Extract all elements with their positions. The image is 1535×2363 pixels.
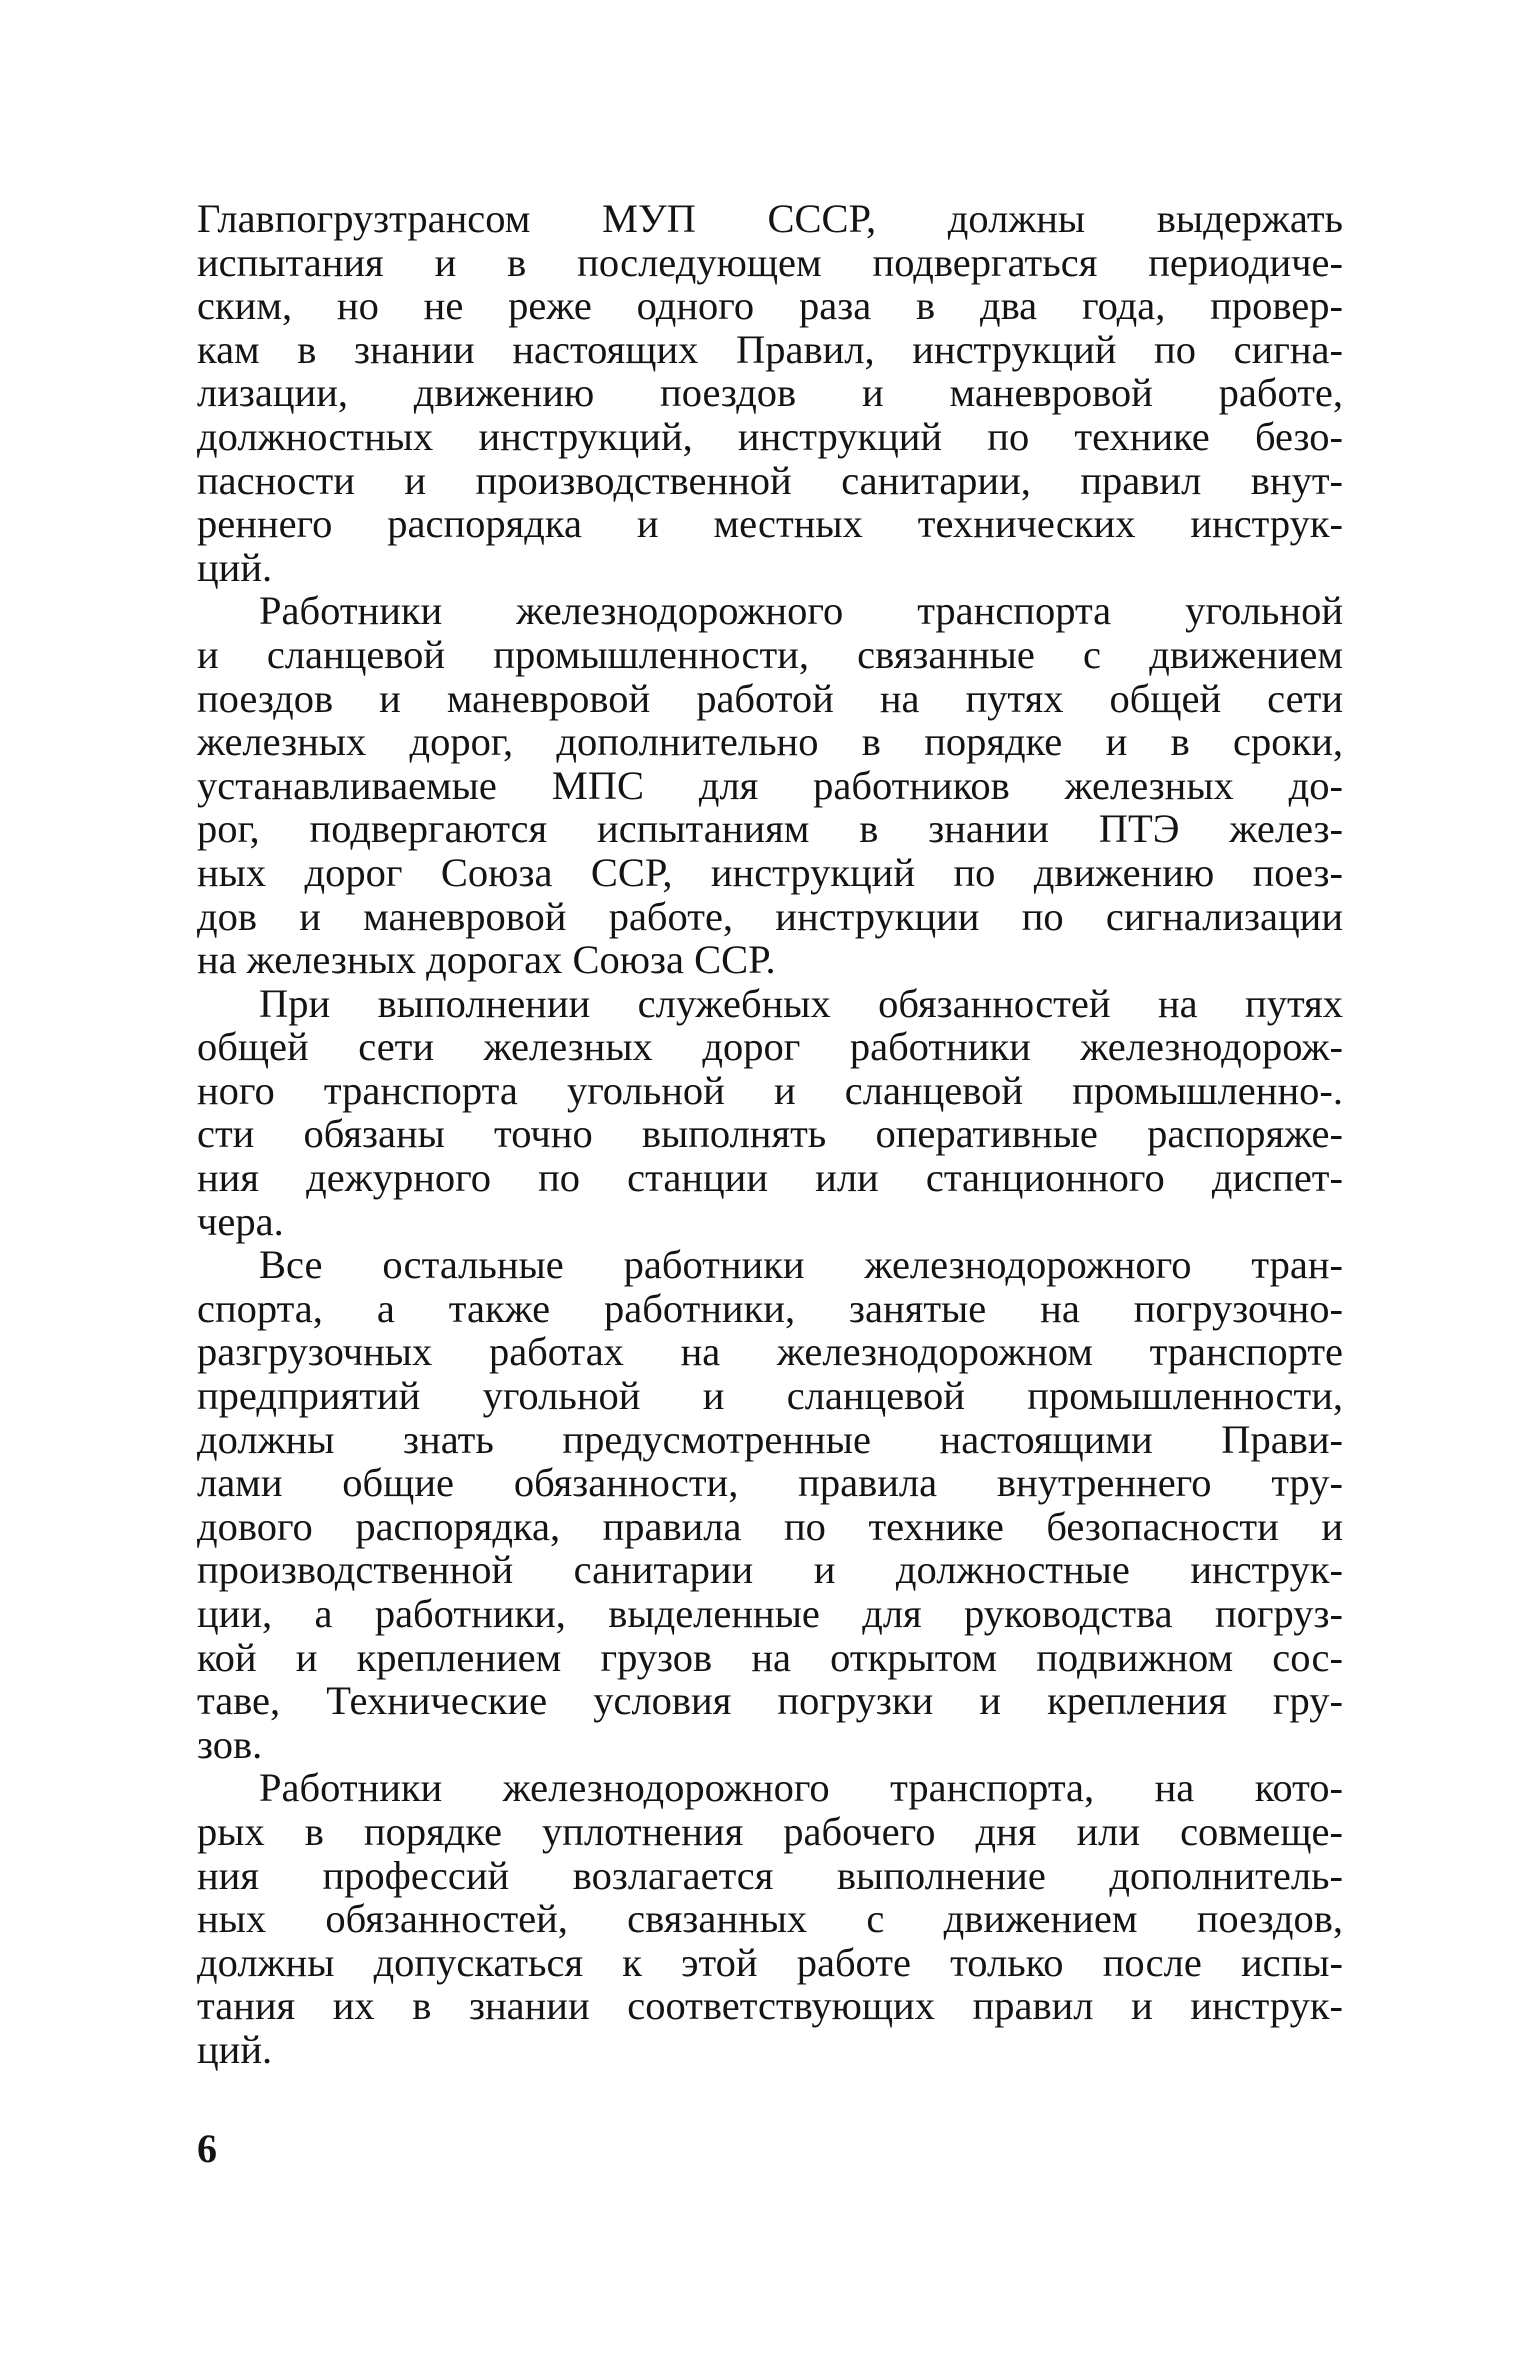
paragraph-1	[197, 197, 1343, 589]
text-line: ных обязанностей, связанных с движением поездов,	[197, 1896, 1343, 1942]
text-line: Главпогрузтрансом МУП СССР, должны выдержать	[197, 196, 1343, 241]
text-line: При выполнении служебных обязанностей на путях	[259, 980, 1343, 1026]
text-line: спорта, а также работники, занятые на погрузочно-	[197, 1285, 1343, 1331]
text-line: тания их в знании соответствующих правил и инструк-	[197, 1983, 1343, 2029]
paragraph-3	[197, 982, 1343, 1244]
paragraph-2	[197, 589, 1343, 981]
text-line: сти обязаны точно выполнять оперативные распоряже-	[197, 1111, 1343, 1157]
text-line: реннего распорядка и местных технических инструк-	[197, 501, 1343, 547]
text-line: рог, подвергаются испытаниям в знании ПТЭ желез-	[197, 806, 1343, 852]
text-line: ции, а работники, выделенные для руководства погруз-	[197, 1591, 1343, 1636]
text-line: испытания и в последующем подвергаться периодиче-	[197, 239, 1343, 285]
text-line: и сланцевой промышленности, связанные с движением	[197, 631, 1343, 677]
page-number: 6	[197, 2126, 217, 2171]
text-line: железных дорог, дополнительно в порядке и в сроки,	[197, 719, 1343, 765]
text-line: ций.	[197, 2026, 273, 2072]
text-line: дов и маневровой работе, инструкции по сигнализации	[197, 893, 1343, 939]
body-text	[197, 197, 1343, 2072]
text-line: должны знать предусмотренные настоящими Прави-	[197, 1416, 1343, 1462]
text-line: таве, Технические условия погрузки и крепления гру-	[197, 1678, 1343, 1724]
text-line: кой и креплением грузов на открытом подвижном сос-	[197, 1634, 1343, 1680]
text-line: ных дорог Союза ССР, инструкций по движению поез-	[197, 849, 1343, 895]
text-line: зов.	[197, 1721, 263, 1767]
text-line: Все остальные работники железнодорожного тран-	[259, 1242, 1343, 1288]
paragraph-4	[197, 1243, 1343, 1766]
text-line: предприятий угольной и сланцевой промышленности,	[197, 1373, 1343, 1419]
text-line: лизации, движению поездов и маневровой работе,	[197, 370, 1343, 416]
paragraph-5	[197, 1766, 1343, 2071]
text-line: производственной санитарии и должностные инструк-	[197, 1547, 1343, 1593]
text-line: ния дежурного по станции или станционного диспет-	[197, 1155, 1343, 1201]
text-line: рых в порядке уплотнения рабочего дня или совмеще-	[197, 1808, 1343, 1854]
text-line: ским, но не реже одного раза в два года, провер-	[197, 283, 1343, 329]
text-line: должностных инструкций, инструкций по технике безо-	[197, 413, 1343, 459]
text-line: кам в знании настоящих Правил, инструкций по сигна-	[197, 326, 1343, 372]
text-line: дового распорядка, правила по технике безопасности и	[197, 1503, 1343, 1549]
text-line: чера.	[197, 1198, 284, 1244]
text-line: ного транспорта угольной и сланцевой промышленно-.	[197, 1067, 1343, 1113]
text-line: ций.	[197, 544, 273, 590]
text-line: Работники железнодорожного транспорта угольной	[259, 588, 1343, 634]
text-line: поездов и маневровой работой на путях общей сети	[197, 675, 1343, 721]
text-line: на железных дорогах Союза ССР.	[197, 937, 776, 983]
text-line: пасности и производственной санитарии, правил внут-	[197, 457, 1343, 503]
text-line: должны допускаться к этой работе только после испы-	[197, 1939, 1343, 1985]
text-line: Работники железнодорожного транспорта, на кото-	[259, 1765, 1343, 1811]
text-line: устанавливаемые МПС для работников железных до-	[197, 762, 1343, 808]
text-line: ния профессий возлагается выполнение дополнитель-	[197, 1852, 1343, 1898]
text-line: лами общие обязанности, правила внутреннего тру-	[197, 1460, 1343, 1506]
text-line: общей сети железных дорог работники железнодорож-	[197, 1024, 1343, 1070]
text-line: разгрузочных работах на железнодорожном транспорте	[197, 1329, 1343, 1375]
